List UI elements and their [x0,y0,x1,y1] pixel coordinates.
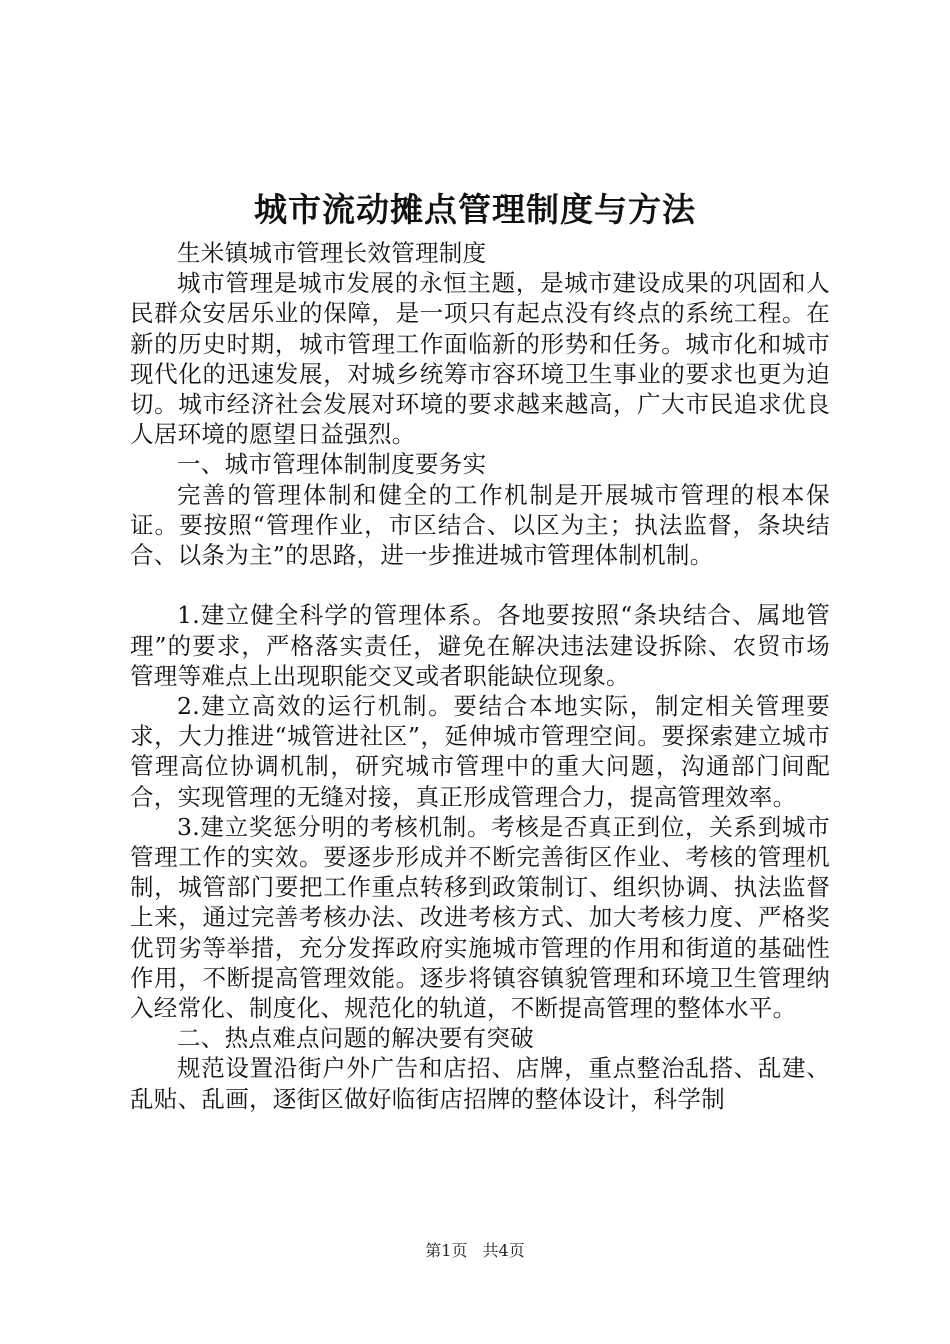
page-number: 第1页 [425,1241,468,1260]
document-title: 城市流动摊点管理制度与方法 [254,190,696,229]
item-2-paragraph: 2.建立高效的运行机制。要结合本地实际，制定相关管理要求，大力推进“城管进社区”，延伸城市管理空间。要探索建立城市管理高位协调机制，研究城市管理中的重大问题，沟通部门间配合，实现管理的无缝对接，真正形成管理合力，提高管理效率。 [130,692,830,811]
section-2-paragraph: 规范设置沿街户外广告和店招、店牌，重点整治乱搭、乱建、乱贴、乱画，逐街区做好临街店招牌的整体设计，科学制 [130,1054,830,1113]
item-1-paragraph: 1.建立健全科学的管理体系。各地要按照“条块结合、属地管理”的要求，严格落实责任，避免在解决违法建设拆除、农贸市场管理等难点上出现职能交叉或者职能缺位现象。 [130,601,830,690]
item-3-paragraph: 3.建立奖惩分明的考核机制。考核是否真正到位，关系到城市管理工作的实效。要逐步形成并不断完善街区作业、考核的管理机制，城管部门要把工作重点转移到政策制订、组织协调、执法监督上来，通过完善考核办法、改进考核方式、加大考核力度、严格奖优罚劣等举措，充分发挥政府实施城市管理的作用和街道的基础性作用，不断提高管理效能。逐步将镇容镇貌管理和环境卫生管理纳入经常化、制度化、规范化的轨道，不断提高管理的整体水平。 [130,812,830,1023]
document-body [130,238,830,1114]
intro-paragraph: 城市管理是城市发展的永恒主题，是城市建设成果的巩固和人民群众安居乐业的保障，是一项只有起点没有终点的系统工程。在新的历史时期，城市管理工作面临新的形势和任务。城市化和城市现代化的迅速发展，对城乡统筹市容环境卫生事业的要求也更为迫切。城市经济社会发展对环境的要求越来越高，广大市民追求优良人居环境的愿望日益强烈。 [130,269,830,449]
subtitle-paragraph: 生米镇城市管理长效管理制度 [177,239,487,267]
page-footer [0,1241,950,1261]
section-heading-2: 二、热点难点问题的解决要有突破 [177,1024,534,1053]
section-heading-1: 一、城市管理体制制度要务实 [177,450,487,479]
section-1-paragraph: 完善的管理体制和健全的工作机制是开展城市管理的根本保证。要按照“管理作业，市区结合、以区为主；执法监督，条块结合、以条为主”的思路，进一步推进城市管理体制机制。 [130,480,830,570]
page-total: 共4页 [482,1241,525,1260]
